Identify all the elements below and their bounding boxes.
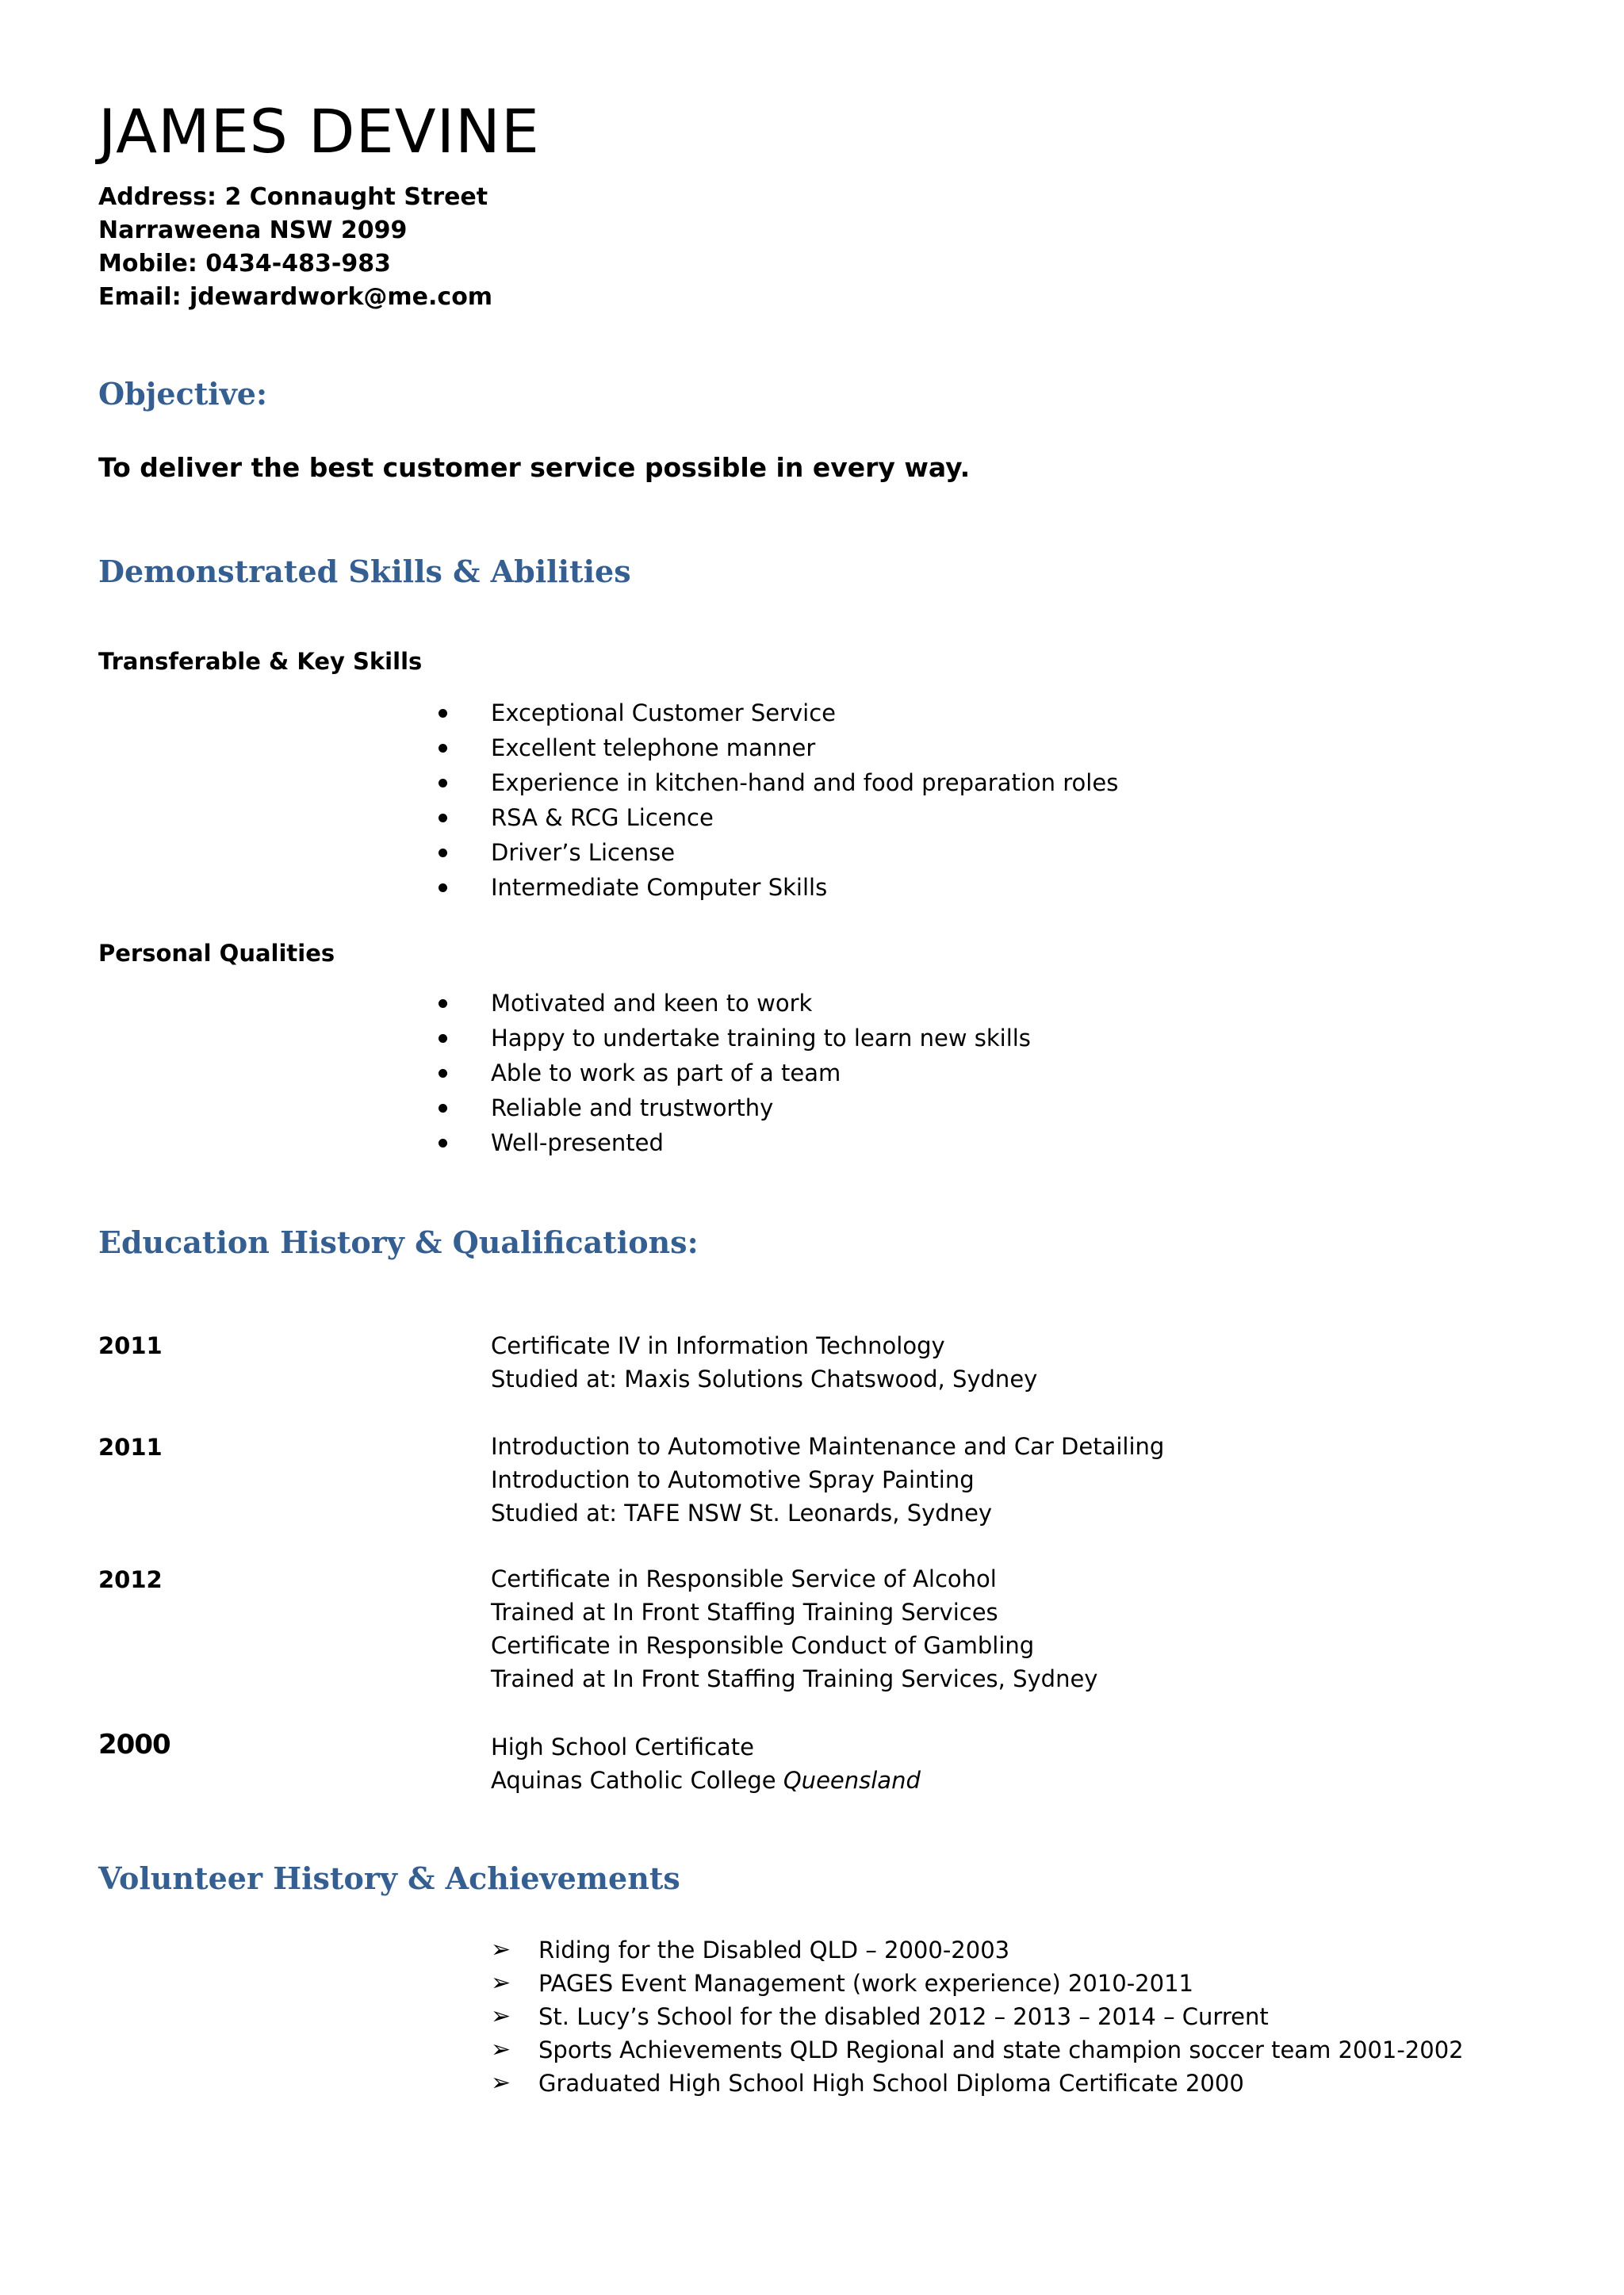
objective-text: To deliver the best customer service possible in every way.: [98, 452, 971, 483]
list-item: [439, 765, 1118, 800]
arrow-bullet-icon: ➢: [491, 1969, 511, 1997]
education-line: Introduction to Automotive Maintenance and Car Detailing: [491, 1433, 1165, 1460]
education-line: Studied at: Maxis Solutions Chatswood, Sydney: [491, 1366, 1038, 1393]
bullet-dot-icon: [439, 849, 447, 857]
address-line-2: Narraweena NSW 2099: [98, 216, 408, 244]
bullet-dot-icon: [439, 1034, 447, 1043]
list-item: [491, 1933, 1464, 1967]
arrow-bullet-icon: ➢: [491, 2069, 511, 2097]
list-item: [439, 1021, 1031, 1056]
transferable-skills-label: Transferable & Key Skills: [98, 648, 423, 675]
list-item: [439, 986, 1031, 1021]
education-year: 2012: [98, 1566, 163, 1593]
education-entry: [491, 1329, 1037, 1396]
list-item: [439, 695, 1118, 730]
personal-qualities-label: Personal Qualities: [98, 940, 335, 967]
list-item: [491, 2000, 1464, 2033]
list-item-text: Excellent telephone manner: [491, 734, 816, 761]
education-line: Studied at: TAFE NSW St. Leonards, Sydney: [491, 1500, 993, 1527]
education-year: 2011: [98, 1332, 163, 1359]
bullet-dot-icon: [439, 1104, 447, 1113]
education-heading: Education History & Qualifications:: [98, 1224, 699, 1260]
list-item-text: PAGES Event Management (work experience) 2010-2011: [538, 1970, 1193, 1997]
education-line: Trained at In Front Staffing Training Services: [491, 1599, 998, 1626]
school-name: Aquinas Catholic College: [491, 1767, 783, 1794]
list-item-text: Experience in kitchen-hand and food preparation roles: [491, 769, 1119, 796]
list-item-text: Well-presented: [491, 1129, 664, 1156]
education-entry: [491, 1430, 1164, 1530]
bullet-dot-icon: [439, 1139, 447, 1148]
volunteer-list: [491, 1933, 1464, 2100]
list-item-text: Intermediate Computer Skills: [491, 874, 828, 901]
education-line: Introduction to Automotive Spray Painting: [491, 1466, 975, 1493]
list-item: [491, 2067, 1464, 2100]
volunteer-heading: Volunteer History & Achievements: [98, 1860, 680, 1896]
list-item: [439, 835, 1118, 870]
email-address: Email: jdewardwork@me.com: [98, 283, 493, 311]
education-year: 2000: [98, 1729, 170, 1761]
list-item: [439, 730, 1118, 765]
list-item-text: Sports Achievements QLD Regional and state champion soccer team 2001-2002: [538, 2036, 1464, 2063]
list-item-text: Graduated High School High School Diploma Certificate 2000: [538, 2070, 1244, 2097]
education-year: 2011: [98, 1434, 163, 1461]
bullet-dot-icon: [439, 883, 447, 892]
list-item-text: St. Lucy’s School for the disabled 2012 – 2013 – 2014 – Current: [538, 2003, 1269, 2030]
candidate-name: JAMES DEVINE: [98, 96, 540, 167]
bullet-dot-icon: [439, 744, 447, 753]
bullet-dot-icon: [439, 814, 447, 822]
list-item: [491, 1967, 1464, 2000]
list-item-text: Able to work as part of a team: [491, 1059, 841, 1086]
list-item: [439, 1090, 1031, 1125]
contact-block: [98, 181, 492, 314]
bullet-dot-icon: [439, 709, 447, 718]
list-item: [491, 2033, 1464, 2067]
list-item-text: Driver’s License: [491, 839, 676, 866]
list-item-text: RSA & RCG Licence: [491, 804, 714, 831]
list-item: [439, 1056, 1031, 1090]
address-line-1: Address: 2 Connaught Street: [98, 183, 488, 211]
bullet-dot-icon: [439, 1069, 447, 1078]
education-line: Certificate IV in Information Technology: [491, 1332, 945, 1359]
bullet-dot-icon: [439, 999, 447, 1008]
arrow-bullet-icon: ➢: [491, 1936, 511, 1964]
list-item-text: Happy to undertake training to learn new skills: [491, 1025, 1031, 1052]
personal-qualities-list: [439, 986, 1031, 1160]
education-entry: [491, 1730, 921, 1797]
education-line: Certificate in Responsible Conduct of Gambling: [491, 1632, 1035, 1659]
arrow-bullet-icon: ➢: [491, 2002, 511, 2030]
education-line: Trained at In Front Staffing Training Services, Sydney: [491, 1665, 1098, 1692]
school-location: Queensland: [783, 1767, 921, 1794]
education-line: Certificate in Responsible Service of Alcohol: [491, 1565, 997, 1592]
education-entry: [491, 1562, 1097, 1695]
skills-heading: Demonstrated Skills & Abilities: [98, 554, 631, 589]
list-item-text: Motivated and keen to work: [491, 990, 813, 1017]
list-item: [439, 1125, 1031, 1160]
list-item-text: Riding for the Disabled QLD – 2000-2003: [538, 1937, 1010, 1964]
list-item-text: Exceptional Customer Service: [491, 699, 837, 726]
list-item: [439, 800, 1118, 835]
list-item-text: Reliable and trustworthy: [491, 1094, 774, 1121]
bullet-dot-icon: [439, 779, 447, 787]
list-item: [439, 870, 1118, 905]
education-line: High School Certificate: [491, 1734, 754, 1761]
education-line: [491, 1764, 921, 1797]
mobile-number: Mobile: 0434-483-983: [98, 250, 391, 278]
objective-heading: Objective:: [98, 376, 268, 412]
transferable-skills-list: [439, 695, 1118, 905]
arrow-bullet-icon: ➢: [491, 2036, 511, 2063]
